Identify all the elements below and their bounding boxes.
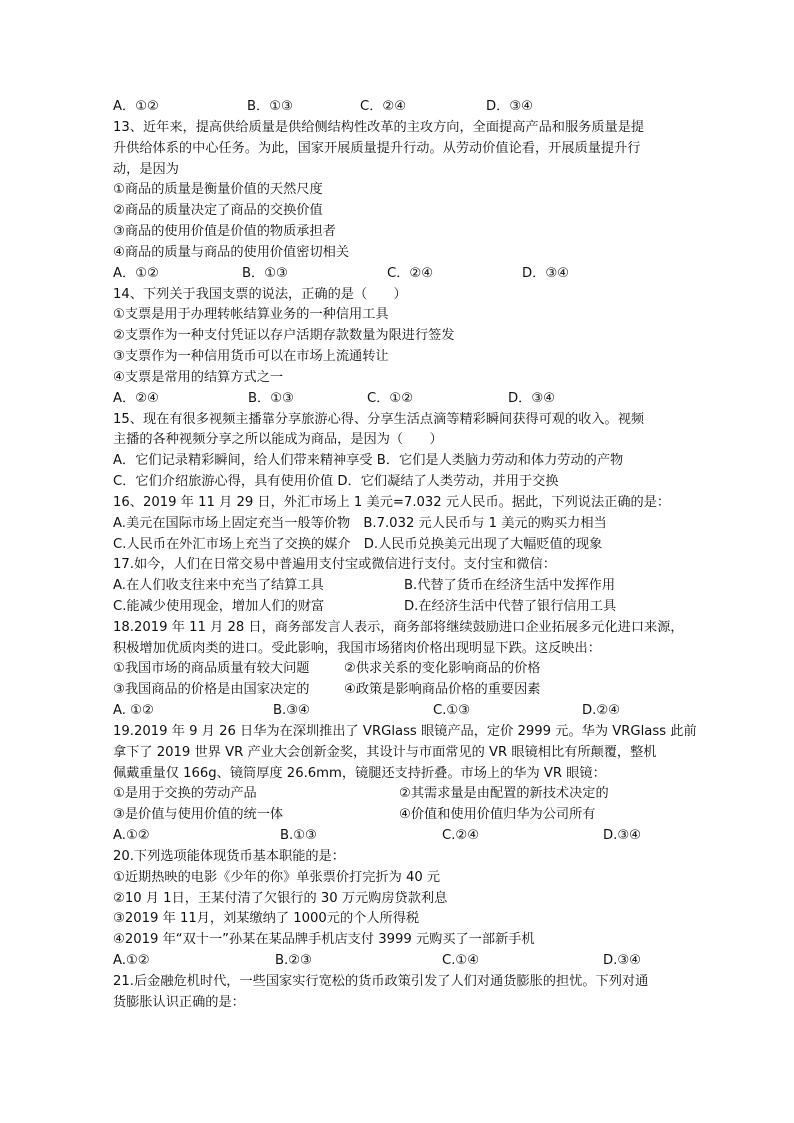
item-2: ②其需求量是由配置的新技术决定的	[399, 786, 609, 801]
option-d: D.③④	[603, 953, 641, 968]
option-c: C.①④	[442, 953, 480, 968]
q13-stem-line-3: 动，是因为	[113, 162, 179, 177]
q21-stem-line-2: 货膨胀认识正确的是：	[113, 995, 245, 1010]
q18-stem-line-2: 积极增加优质肉类的进口。受此影响，我国市场猪肉价格出现明显下跌。这反映出：	[113, 641, 601, 656]
item-1: ①是用于交换的劳动产品	[113, 786, 257, 801]
option-a: A．①②	[113, 266, 159, 281]
option-b: B．①③	[242, 266, 288, 281]
q20-item-1: ①近期热映的电影《少年的你》单张票价打完折为 40 元	[113, 870, 441, 885]
q13-stem-line-1: 13、近年来，提高供给质量是供给侧结构性改革的主攻方向，全面提高产品和服务质量是提	[113, 120, 645, 135]
q14-item-4: ④支票是常用的结算方式之一	[113, 370, 284, 385]
q15-stem-line-2: 主播的各种视频分享之所以能成为商品，是因为（ ）	[113, 432, 443, 447]
q13-stem-line-2: 升供给体系的中心任务。为此，国家开展质量提升行动。从劳动价值论看，开展质量提升行	[113, 141, 641, 156]
q20-stem: 20.下列选项能体现货币基本职能的是：	[113, 849, 345, 864]
option-a: A. ①②	[113, 703, 154, 718]
q13-item-4: ④商品的质量与商品的使用价值密切相关	[113, 245, 350, 260]
q13-item-1: ①商品的质量是衡量价值的天然尺度	[113, 182, 323, 197]
option-d: D.②④	[582, 703, 620, 718]
option-a: A.①②	[113, 953, 150, 968]
q14-stem: 14、下列关于我国支票的说法，正确的是（ ）	[113, 287, 407, 302]
q13-item-2: ②商品的质量决定了商品的交换价值	[113, 203, 323, 218]
item-3: ③我国商品的价格是由国家决定的	[113, 682, 310, 697]
q15-options-line-1: A．它们记录精彩瞬间，给人们带来精神享受 B．它们是人类脑力劳动和体力劳动的产物	[113, 453, 624, 468]
q18-stem-line-1: 18.2019 年 11 月 28 日，商务部发言人表示，商务部将继续鼓励进口企业拓展多元化进口来源，	[113, 620, 684, 635]
option-d: D.在经济生活中代替了银行信用工具	[404, 599, 617, 614]
q20-item-2: ②10 月 1日，王某付清了欠银行的 30 万元购房贷款利息	[113, 891, 448, 906]
option-a: A．①②	[113, 99, 159, 114]
q16-options-line-2: C.人民币在外汇市场上充当了交换的媒介 D.人民币兑换美元出现了大幅贬值的现象	[113, 537, 603, 552]
option-a: A．②④	[113, 391, 159, 406]
option-c: C．②④	[387, 266, 434, 281]
option-b: B.代替了货币在经济生活中发挥作用	[404, 578, 616, 593]
option-c: C.①③	[433, 703, 471, 718]
item-4: ④价值和使用价值归华为公司所有	[399, 807, 596, 822]
option-d: D．③④	[486, 99, 533, 114]
q21-stem-line-1: 21.后金融危机时代，一些国家实行宽松的货币政策引发了人们对通货膨胀的担忧。下列对通	[113, 974, 649, 989]
q14-item-2: ②支票作为一种支付凭证以存户活期存款数量为限进行签发	[113, 328, 455, 343]
option-a: A.在人们收支往来中充当了结算工具	[113, 578, 324, 593]
q14-item-1: ①支票是用于办理转帐结算业务的一种信用工具	[113, 307, 389, 322]
option-b: B．①③	[247, 99, 293, 114]
option-b: B．①③	[248, 391, 294, 406]
q17-stem: 17.如今，人们在日常交易中普遍用支付宝或微信进行支付。支付宝和微信：	[113, 557, 556, 572]
q13-item-3: ③商品的使用价值是价值的物质承担者	[113, 224, 336, 239]
q15-options-line-2: C．它们介绍旅游心得，具有使用价值 D．它们凝结了人类劳动，并用于交换	[113, 474, 559, 489]
option-c: C．②④	[360, 99, 407, 114]
q20-item-3: ③2019 年 11月，刘某缴纳了 1000元的个人所得税	[113, 911, 420, 926]
q16-stem: 16、2019 年 11 月 29 日，外汇市场上 1 美元=7.032 元人民币。据此，下列说法正确的是：	[113, 495, 671, 510]
option-b: B.①③	[280, 828, 317, 843]
q20-item-4: ④2019 年“双十一”孙某在某品牌手机店支付 3999 元购买了一部新手机	[113, 932, 535, 947]
q19-stem-line-2: 拿下了 2019 世界 VR 产业大会创新金奖，其设计与市面常见的 VR 眼镜相比有所颠覆，整机	[113, 745, 657, 760]
item-2: ②供求关系的变化影响商品的价格	[344, 661, 541, 676]
q14-item-3: ③支票作为一种信用货币可以在市场上流通转让	[113, 349, 389, 364]
q16-options-line-1: A.美元在国际市场上固定充当一般等价物 B.7.032 元人民币与 1 美元的购买力相当	[113, 516, 607, 531]
option-d: D．③④	[508, 391, 555, 406]
q19-stem-line-3: 佩戴重量仅 166g、镜筒厚度 26.6mm，镜腿还支持折叠。市场上的华为 VR 眼镜：	[113, 766, 606, 781]
option-d: D．③④	[522, 266, 569, 281]
q19-stem-line-1: 19.2019 年 9 月 26 日华为在深圳推出了 VRGlass 眼镜产品，定价 2999 元。华为 VRGlass 此前	[113, 724, 697, 739]
option-c: C.②④	[442, 828, 480, 843]
item-1: ①我国市场的商品质量有较大问题	[113, 661, 310, 676]
option-c: C.能减少使用现金，增加人们的财富	[113, 599, 325, 614]
item-4: ④政策是影响商品价格的重要因素	[344, 682, 541, 697]
option-c: C．①②	[367, 391, 414, 406]
option-b: B.③④	[273, 703, 310, 718]
option-a: A.①②	[113, 828, 150, 843]
option-d: D.③④	[603, 828, 641, 843]
item-3: ③是价值与使用价值的统一体	[113, 807, 284, 822]
option-b: B.②③	[275, 953, 312, 968]
q15-stem-line-1: 15、现在有很多视频主播靠分享旅游心得、分享生活点滴等精彩瞬间获得可观的收入。视频	[113, 412, 645, 427]
